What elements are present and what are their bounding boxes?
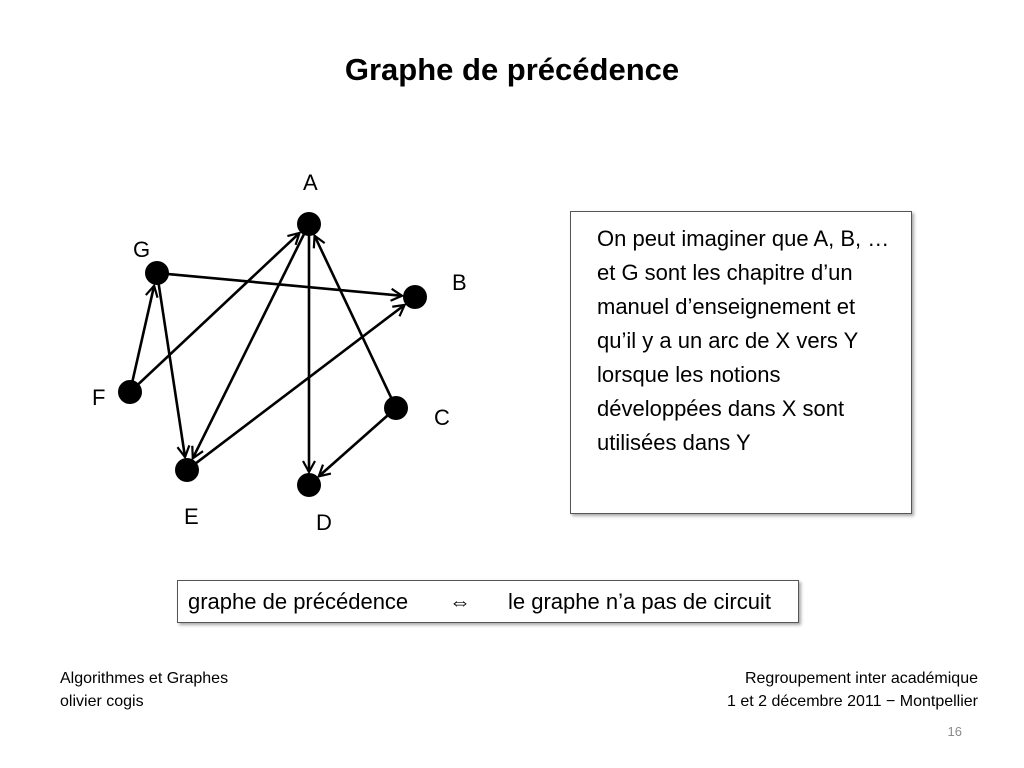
node-a: [297, 212, 321, 236]
edge-e-to-b: [195, 305, 405, 464]
labels-layer: [92, 170, 467, 535]
node-label-a: A: [303, 170, 318, 195]
node-f: [118, 380, 142, 404]
node-b: [403, 285, 427, 309]
node-label-e: E: [184, 504, 199, 529]
explanation-text: On peut imaginer que A, B, … et G sont les chapitre d’un manuel d’enseignement et qu’il y a un arc de X vers Y lorsque les notions développées dans X sont utilisées dans Y: [597, 226, 890, 455]
footer-left: [60, 667, 228, 713]
node-label-g: G: [133, 237, 151, 262]
node-label-d: D: [316, 510, 332, 535]
formula-left: graphe de précédence: [188, 589, 409, 614]
edge-g-to-e: [159, 283, 186, 457]
node-label-f: F: [92, 385, 106, 410]
slide-title: Graphe de précédence: [344, 52, 680, 87]
node-label-c: C: [434, 405, 450, 430]
node-e: [175, 458, 199, 482]
edge-g-to-b: [167, 274, 402, 296]
equivalence-symbol: ⇔: [449, 589, 471, 614]
footer-course: Algorithmes et Graphes: [60, 670, 229, 687]
slide-number: 16: [947, 724, 962, 739]
node-c: [384, 396, 408, 420]
explanation-box: [570, 211, 912, 514]
edge-c-to-a: [315, 236, 392, 399]
node-d: [297, 473, 321, 497]
footer-event: Regroupement inter académique: [744, 670, 978, 687]
node-label-b: B: [452, 270, 467, 295]
footer-date: 1 et 2 décembre 2011 − Montpellier: [727, 693, 978, 710]
edges-layer: [132, 233, 404, 476]
node-g: [145, 261, 169, 285]
formula-box: [177, 580, 799, 623]
footer-author: olivier cogis: [60, 693, 144, 710]
formula-right: le graphe n’a pas de circuit: [508, 589, 771, 614]
nodes-layer: [118, 212, 427, 497]
edge-f-to-g: [132, 286, 154, 383]
footer-right: [727, 667, 978, 713]
edge-c-to-d: [319, 415, 389, 477]
